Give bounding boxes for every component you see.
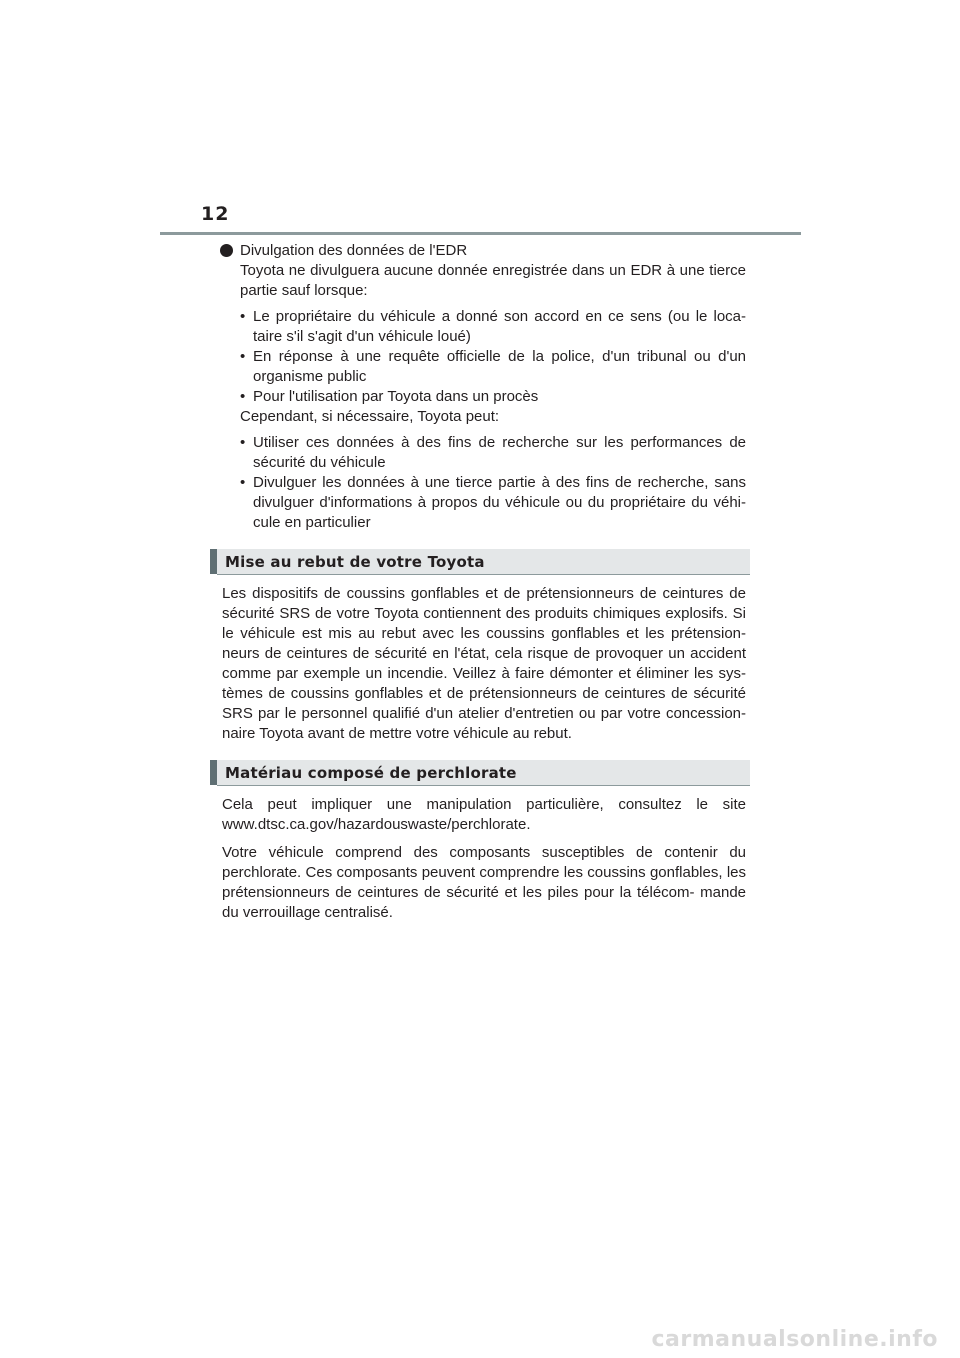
- list-item: • Le propriétaire du véhicule a donné son accord en ce sens (ou le loca- taire s'il s'agit d'un véhicule loué): [240, 307, 746, 347]
- edr-intro: Toyota ne divulguera aucune donnée enregistrée dans un EDR à une tierce partie sauf lorsque:: [240, 262, 746, 299]
- filled-circle-icon: [220, 244, 233, 257]
- page-number: 12: [201, 203, 230, 225]
- edr-permissions-list: [222, 433, 746, 533]
- edr-heading: Divulgation des données de l'EDR: [240, 242, 468, 259]
- section-header-disposal: [210, 549, 750, 574]
- edr-conditions-list: [222, 307, 746, 407]
- watermark-logo: carmanualsonline.info: [651, 1327, 938, 1352]
- list-item: • Utiliser ces données à des fins de recherche sur les performances de sécurité du véhicule: [240, 433, 746, 473]
- top-rule: [160, 232, 801, 235]
- list-item: • En réponse à une requête officielle de la police, d'un tribunal ou d'un organisme public: [240, 347, 746, 387]
- section-header-perchlorate: [210, 760, 750, 785]
- edr-block: [222, 241, 746, 301]
- section-title: Matériau composé de perchlorate: [225, 764, 517, 782]
- section-title: Mise au rebut de votre Toyota: [225, 553, 485, 571]
- perchlorate-para-1: Cela peut impliquer une manipulation particulière, consultez le site www.dtsc.ca.gov/hazardouswaste/perchlorate.: [222, 796, 746, 833]
- perchlorate-para-2: Votre véhicule comprend des composants susceptibles de contenir du perchlorate. Ces composants peuvent comprendre les coussins gonflables, les prétensionneurs de ceintures de sécurité et les piles pour la télécom- mande du verrouillage centralisé.: [222, 844, 746, 921]
- list-item: • Divulguer les données à une tierce partie à des fins de recherche, sans divulguer d'informations à propos du véhicule ou du propriétaire du véhi- cule en particulier: [240, 473, 746, 533]
- edr-however: Cependant, si nécessaire, Toyota peut:: [240, 408, 500, 425]
- list-item: • Pour l'utilisation par Toyota dans un procès: [240, 387, 746, 407]
- page-content: [222, 241, 746, 931]
- disposal-text: Les dispositifs de coussins gonflables et de prétensionneurs de ceintures de sécurité SRS de votre Toyota contiennent des produits chimiques explosifs. Si le véhicule est mis au rebut avec les coussins gonflables et les prétension- neurs de ceintures de sécurité en l'état, cela risque de provoquer un accident comme par exemple un incendie. Veillez à faire démonter et éliminer les sys- tèmes de coussins gonflables et de prétensionneurs de ceintures de sécurité SRS par le personnel qualifié d'un atelier d'entretien ou par votre concession- naire Toyota avant de mettre votre véhicule au rebut.: [222, 585, 746, 742]
